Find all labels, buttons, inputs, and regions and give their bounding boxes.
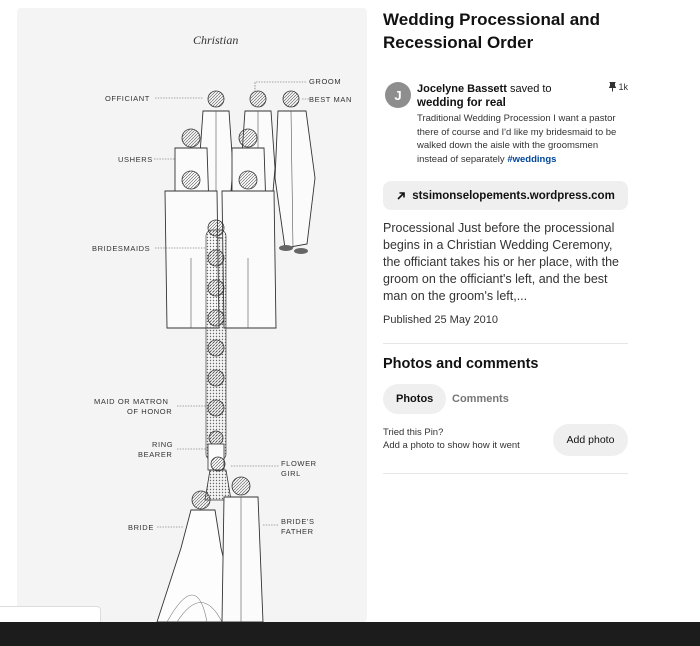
divider bbox=[383, 473, 628, 474]
board-link[interactable]: wedding for real bbox=[417, 97, 506, 109]
tried-line1: Tried this Pin? bbox=[383, 427, 444, 438]
processional-diagram bbox=[17, 8, 367, 622]
label-best-man: BEST MAN bbox=[309, 95, 353, 104]
corner-overlay bbox=[0, 606, 101, 623]
saver-description-text: Traditional Wedding Procession I want a pastor there of course and I'd like my bridesmaid to be walked down the aisle with the groomsmen instead of separately bbox=[417, 113, 617, 165]
bottom-bar bbox=[0, 622, 700, 646]
label-bridesmaids: BRIDESMAIDS bbox=[92, 244, 151, 253]
label-ring-line1: RING bbox=[152, 440, 174, 449]
pin-title: Wedding Processional and Recessional Order bbox=[383, 10, 600, 52]
avatar[interactable]: J bbox=[385, 82, 411, 108]
add-photo-button[interactable]: Add photo bbox=[553, 424, 628, 456]
saver-text bbox=[417, 82, 617, 166]
label-bride: BRIDE bbox=[128, 523, 154, 532]
divider bbox=[383, 343, 628, 344]
bridesmaids-column bbox=[206, 220, 226, 460]
label-flower-line2: GIRL bbox=[281, 469, 301, 478]
label-officiant: OFFICIANT bbox=[105, 94, 150, 103]
saver-name[interactable]: Jocelyne Bassett bbox=[417, 83, 507, 95]
saved-to-text: saved to bbox=[509, 83, 552, 95]
pin-description: Processional Just before the processional begins in a Christian Wedding Ceremony, the officiant takes his or her place, with the groom on the officiant's left, and the best man on the groom's left,... bbox=[383, 221, 620, 303]
source-link-button[interactable] bbox=[383, 181, 628, 210]
tried-prompt bbox=[383, 426, 520, 452]
published-date: Published 25 May 2010 bbox=[383, 314, 498, 326]
label-father-line2: FATHER bbox=[281, 527, 314, 536]
label-ushers: USHERS bbox=[118, 155, 153, 164]
label-ring-line2: BEARER bbox=[138, 450, 173, 459]
pin-icon bbox=[609, 82, 616, 92]
hashtag-link[interactable]: #weddings bbox=[507, 153, 557, 165]
label-groom: GROOM bbox=[309, 77, 342, 86]
label-flower-line1: FLOWER bbox=[281, 459, 317, 468]
label-maid-line1: MAID OR MATRON bbox=[94, 397, 169, 406]
label-father-line1: BRIDE'S bbox=[281, 517, 315, 526]
pin-count bbox=[609, 82, 628, 92]
brides-father-figure bbox=[222, 477, 263, 622]
comments-section-title: Photos and comments bbox=[383, 356, 539, 372]
tab-photos[interactable]: Photos bbox=[383, 384, 446, 414]
tried-line2: Add a photo to show how it went bbox=[383, 440, 520, 451]
figure-title: Christian bbox=[193, 33, 239, 47]
pin-count-value: 1k bbox=[618, 82, 628, 92]
best-man-figure bbox=[275, 91, 315, 254]
label-maid-line2: OF HONOR bbox=[127, 407, 173, 416]
saver-description bbox=[417, 112, 617, 166]
source-link-text: stsimonselopements.wordpress.com bbox=[412, 189, 615, 202]
arrow-up-right-icon bbox=[396, 191, 406, 201]
pin-image[interactable] bbox=[17, 8, 367, 622]
pin-details bbox=[383, 8, 628, 451]
tab-comments[interactable]: Comments bbox=[452, 384, 509, 414]
